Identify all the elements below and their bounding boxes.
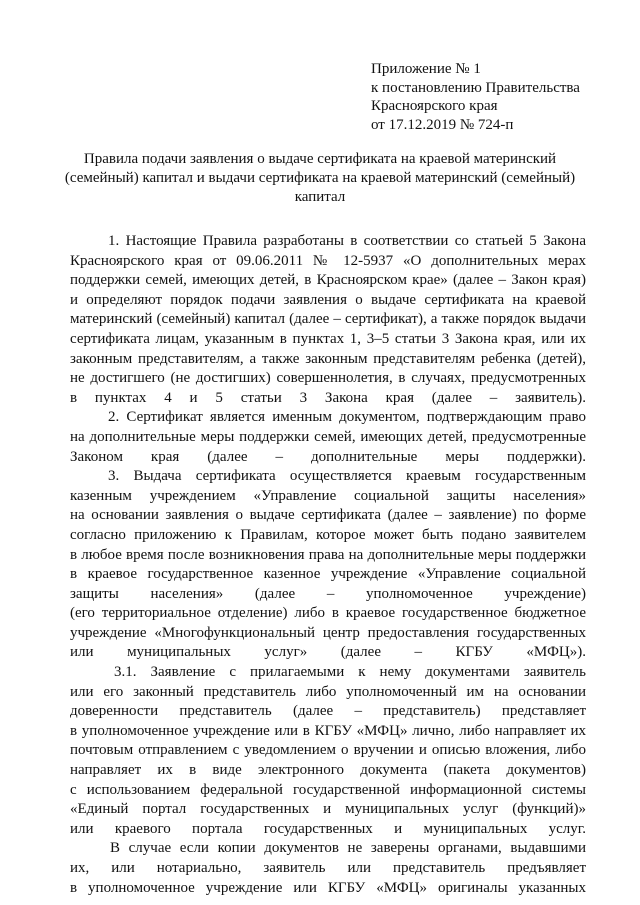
paragraph-3-line: или муниципальных услуг» (далее – КГБУ «МФЦ»). xyxy=(70,644,586,661)
paragraph-3-1-line: в уполномоченное учреждение или в КГБУ «МФЦ» лично, либо направляет их xyxy=(70,722,586,739)
paragraph-3-line: в любое время после возникновения права на дополнительные меры поддержки xyxy=(70,546,586,563)
paragraph-3-1-line: или краевого портала государственных и муниципальных услуг. xyxy=(70,820,586,837)
paragraph-copies-line: их, или нотариально, заявитель или представитель предъявляет xyxy=(70,860,586,876)
paragraph-1-line: Красноярского края от 09.06.2011 № 12-5937 «О дополнительных мерах xyxy=(70,252,586,269)
paragraph-3-1-line: направляет их в виде электронного документа (пакета документов) xyxy=(70,762,586,779)
paragraph-3-1-line: доверенности представитель (далее – представитель) представляет xyxy=(70,703,586,720)
document-body xyxy=(70,232,586,898)
paragraph-1-line: сертификата лицам, указанным в пунктах 1, 3–5 статьи 3 Закона края, или их xyxy=(70,330,586,347)
paragraph-3-line: 3. Выдача сертификата осуществляется краевым государственным xyxy=(108,468,586,485)
paragraph-3-line: казенным учреждением «Управление социальной защиты населения» xyxy=(70,487,586,504)
paragraph-copies-line: В случае если копии документов не заверены органами, выдавшими xyxy=(110,840,586,857)
paragraph-3-line: учреждение «Многофункциональный центр предоставления государственных xyxy=(70,624,586,641)
paragraph-3-line: (его территориальное отделение) либо в краевое государственное бюджетное xyxy=(70,605,586,622)
paragraph-3-1-line: 3.1. Заявление с прилагаемыми к нему документами заявитель xyxy=(114,664,586,681)
document-title xyxy=(60,150,580,207)
paragraph-3-line: защиты населения» (далее – уполномоченное учреждение) xyxy=(70,585,586,602)
paragraph-3-line: в краевое государственное казенное учреждение «Управление социальной xyxy=(70,566,586,583)
paragraph-3-line: на основании заявления о выдаче сертификата (далее – заявление) по форме xyxy=(70,507,586,524)
paragraph-3-line: согласно приложению к Правилам, которое может быть подано заявителем xyxy=(70,526,586,543)
paragraph-1-line: не достигшего (не достигших) совершеннолетия, в случаях, предусмотренных xyxy=(70,370,586,387)
paragraph-copies-line: в уполномоченное учреждение или КГБУ «МФЦ» оригиналы указанных xyxy=(70,879,586,896)
paragraph-3-1-line: «Единый портал государственных и муниципальных услуг (функций)» xyxy=(70,801,586,818)
paragraph-1-line: и определяют порядок подачи заявления о выдаче сертификата на краевой xyxy=(70,291,586,308)
paragraph-3-1-line: с использованием федеральной государственной информационной системы xyxy=(70,781,586,798)
appendix-resolution: к постановлению Правительства xyxy=(371,79,580,96)
appendix-region: Красноярского края xyxy=(371,98,498,114)
paragraph-2-line: на дополнительные меры поддержки семей, имеющих детей, предусмотренные xyxy=(70,428,586,445)
title-line: (семейный) капитал и выдачи сертификата на краевой материнский (семейный) xyxy=(64,170,576,186)
appendix-date: от 17.12.2019 № 724-п xyxy=(371,116,514,133)
title-line: Правила подачи заявления о выдаче сертификата на краевой материнский xyxy=(83,151,557,167)
paragraph-2-line: Законом края (далее – дополнительные меры поддержки). xyxy=(70,448,586,465)
appendix-block xyxy=(371,60,580,134)
paragraph-3-1-line: или его законный представитель либо уполномоченный им на основании xyxy=(70,683,586,700)
paragraph-1-line: в пунктах 4 и 5 статьи 3 Закона края (далее – заявитель). xyxy=(70,389,586,406)
paragraph-1-line: 1. Настоящие Правила разработаны в соответствии со статьей 5 Закона xyxy=(108,233,586,249)
paragraph-1-line: законным представителям, а также законным представителям ребенка (детей), xyxy=(70,350,586,367)
appendix-number: Приложение № 1 xyxy=(371,61,481,77)
paragraph-2-line: 2. Сертификат является именным документом, подтверждающим право xyxy=(108,409,586,426)
title-line: капитал xyxy=(294,189,346,205)
paragraph-1-line: материнский (семейный) капитал (далее – сертификат), а также порядок выдачи xyxy=(70,311,586,328)
paragraph-1-line: поддержки семей, имеющих детей, в Красноярском крае» (далее – Закон края) xyxy=(70,272,586,289)
paragraph-3-1-line: почтовым отправлением с уведомлением о вручении и описью вложения, либо xyxy=(70,742,586,759)
